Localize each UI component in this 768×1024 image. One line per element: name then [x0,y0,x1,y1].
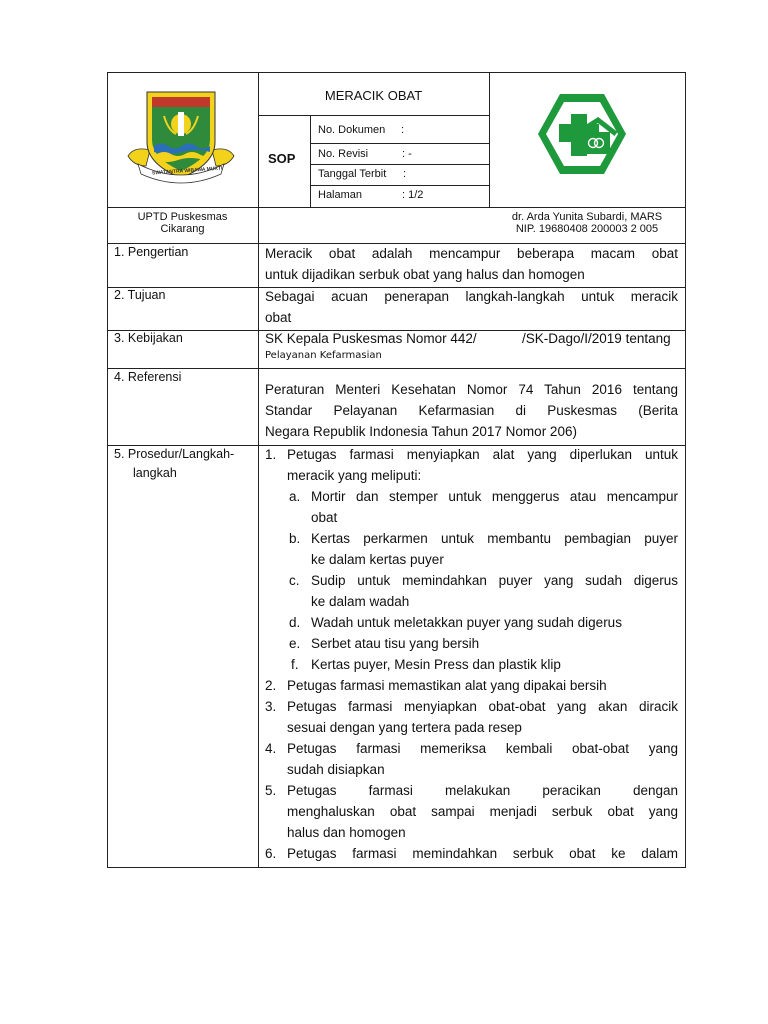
pengertian-line1: Meracik obat adalah mencampur beberapa macam obat [265,246,678,261]
doc-field-sep: : [403,168,407,180]
section-label-prosedur-2: langkah [133,466,177,480]
substep-letter: e. [289,636,301,651]
substep-text: Mortir dan stemper untuk menggerus atau mencampur [311,489,678,504]
document-title: MERACIK OBAT [324,88,423,103]
doc-field-sep: : - [402,148,412,160]
section-label-prosedur-1: 5. Prosedur/Langkah- [114,447,235,461]
substep-letter: f. [291,657,299,672]
step-text: Petugas farmasi menyiapkan obat-obat yang akan diracik [287,699,678,714]
doc-field-label: Halaman [318,189,363,201]
referensi-line3: Negara Republik Indonesia Tahun 2017 Nomor 206) [265,424,577,439]
substep-letter: b. [289,531,301,546]
substep-text: ke dalam wadah [311,594,410,609]
step-number: 1. [265,447,277,462]
substep-text: Sudip untuk memindahkan puyer yang sudah digerus [311,573,678,588]
doc-field-label: Tanggal Terbit [318,168,387,180]
step-text: sesuai dengan yang tertera pada resep [287,720,522,735]
step-text: menghaluskan obat sampai menjadi serbuk obat yang [287,804,678,819]
doc-field-label: No. Revisi [318,148,369,160]
pengertian-line2: untuk dijadikan serbuk obat yang halus dan homogen [265,267,585,282]
step-number: 3. [265,699,277,714]
doc-field-sep: : 1/2 [402,189,424,201]
substep-text: ke dalam kertas puyer [311,552,444,567]
doc-field-sep: : [401,124,405,136]
substep-letter: a. [289,489,301,504]
substep-text: Serbet atau tisu yang bersih [311,636,480,651]
kebijakan-line1b: /SK-Dago/I/2019 tentang [522,331,671,346]
unit-name-line1: UPTD Puskesmas [137,211,228,223]
step-text: Petugas farmasi memastikan alat yang dipakai bersih [287,678,607,693]
step-text: sudah disiapkan [287,762,385,777]
substep-text: Kertas puyer, Mesin Press dan plastik klip [311,657,561,672]
step-text: Petugas farmasi menyiapkan alat yang diperlukan untuk [287,447,678,462]
signer-name: dr. Arda Yunita Subardi, MARS [511,211,663,223]
section-label-referensi: 4. Referensi [114,370,182,384]
unit-name-line2: Cikarang [160,223,205,235]
step-text: Petugas farmasi melakukan peracikan dengan [287,783,678,798]
step-number: 5. [265,783,277,798]
step-text: Petugas farmasi memindahkan serbuk obat ke dalam [287,846,678,861]
substep-text: Kertas perkarmen untuk membantu pembagian puyer [311,531,678,546]
step-number: 4. [265,741,277,756]
doc-field-label: No. Dokumen [318,124,386,136]
substep-text: Wadah untuk meletakkan puyer yang sudah digerus [311,615,622,630]
step-number: 2. [265,678,277,693]
step-text: meracik yang meliputi: [287,468,422,483]
substep-text: obat [311,510,338,525]
section-label-kebijakan: 3. Kebijakan [114,331,183,345]
kebijakan-line2: Pelayanan Kefarmasian [265,350,382,361]
bekasi-emblem [124,86,238,186]
step-number: 6. [265,846,277,861]
step-text: halus dan homogen [287,825,406,840]
section-label-tujuan: 2. Tujuan [114,288,166,302]
emblem-motto: SWATANTRA WIBAWA MUKTI [151,165,223,177]
referensi-line2: Standar Pelayanan Kefarmasian di Puskesmas (Berita [265,403,678,418]
kebijakan-line1a: SK Kepala Puskesmas Nomor 442/ [265,331,477,346]
tujuan-line1: Sebagai acuan penerapan langkah-langkah untuk meracik [265,289,678,304]
puskesmas-logo-icon [536,92,628,176]
sop-label: SOP [268,151,296,166]
tujuan-line2: obat [265,310,292,325]
substep-letter: c. [289,573,300,588]
substep-letter: d. [289,615,301,630]
referensi-line1: Peraturan Menteri Kesehatan Nomor 74 Tahun 2016 tentang [265,382,678,397]
puskesmas-logo [536,92,628,176]
section-label-pengertian: 1. Pengertian [114,245,189,259]
step-text: Petugas farmasi memeriksa kembali obat-obat yang [287,741,678,756]
signer-nip: NIP. 19680408 200003 2 005 [515,223,659,235]
